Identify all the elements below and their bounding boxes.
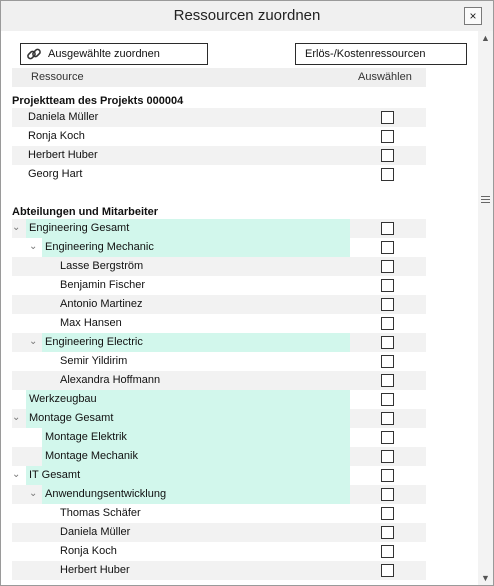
project-member-label: Herbert Huber (28, 149, 98, 161)
revenue-cost-resources-label: Erlös-/Kostenressourcen (305, 48, 426, 60)
scrollbar-grip-icon[interactable] (481, 196, 490, 204)
select-checkbox[interactable] (381, 526, 394, 539)
department-label: Engineering Gesamt (29, 222, 130, 234)
department-label: Engineering Mechanic (45, 241, 154, 253)
dialog-content (1, 31, 478, 585)
departments-section-title: Abteilungen und Mitarbeiter (12, 206, 159, 218)
department-label: Montage Elektrik (45, 431, 127, 443)
employee-row[interactable] (12, 523, 426, 542)
select-checkbox[interactable] (381, 260, 394, 273)
chevron-down-icon[interactable]: ⌄ (12, 222, 21, 233)
project-member-row[interactable] (12, 108, 426, 127)
department-row[interactable] (12, 447, 426, 466)
employee-row[interactable] (12, 561, 426, 580)
column-header-resource: Ressource (31, 71, 84, 83)
employee-label: Alexandra Hoffmann (60, 374, 161, 386)
department-row[interactable] (12, 219, 426, 238)
chevron-down-icon[interactable]: ⌄ (29, 241, 38, 252)
select-checkbox[interactable] (381, 298, 394, 311)
link-icon (26, 46, 42, 62)
close-button[interactable]: × (464, 7, 482, 25)
project-member-label: Georg Hart (28, 168, 83, 180)
department-label: Anwendungsentwicklung (45, 488, 167, 500)
department-row[interactable] (12, 409, 426, 428)
employee-label: Daniela Müller (60, 526, 131, 538)
employee-label: Thomas Schäfer (60, 507, 141, 519)
department-row[interactable] (12, 466, 426, 485)
chevron-down-icon[interactable]: ⌄ (29, 488, 38, 499)
chevron-down-icon[interactable]: ⌄ (12, 469, 21, 480)
title-bar (1, 1, 493, 31)
employee-row[interactable] (12, 542, 426, 561)
select-checkbox[interactable] (381, 130, 394, 143)
employee-row[interactable] (12, 314, 426, 333)
assign-selected-button[interactable] (20, 43, 208, 65)
department-label: Montage Gesamt (29, 412, 114, 424)
employee-label: Antonio Martinez (60, 298, 143, 310)
select-checkbox[interactable] (381, 317, 394, 330)
column-header-select: Auswählen (358, 71, 412, 83)
employee-label: Benjamin Fischer (60, 279, 145, 291)
select-checkbox[interactable] (381, 469, 394, 482)
department-row[interactable] (12, 333, 426, 352)
employee-label: Max Hansen (60, 317, 122, 329)
arrow-up-icon[interactable]: ▲ (481, 33, 490, 43)
employee-label: Ronja Koch (60, 545, 117, 557)
chevron-down-icon[interactable]: ⌄ (29, 336, 38, 347)
project-member-row[interactable] (12, 127, 426, 146)
select-checkbox[interactable] (381, 168, 394, 181)
arrow-down-icon[interactable]: ▼ (481, 573, 490, 583)
select-checkbox[interactable] (381, 355, 394, 368)
employee-row[interactable] (12, 257, 426, 276)
select-checkbox[interactable] (381, 149, 394, 162)
table-header (12, 68, 426, 87)
department-row[interactable] (12, 390, 426, 409)
department-label: Montage Mechanik (45, 450, 138, 462)
select-checkbox[interactable] (381, 545, 394, 558)
department-row[interactable] (12, 485, 426, 504)
select-checkbox[interactable] (381, 564, 394, 577)
select-checkbox[interactable] (381, 393, 394, 406)
project-member-row[interactable] (12, 146, 426, 165)
employee-row[interactable] (12, 276, 426, 295)
department-label: Engineering Electric (45, 336, 143, 348)
vertical-scrollbar[interactable] (478, 31, 493, 585)
department-label: IT Gesamt (29, 469, 81, 481)
select-checkbox[interactable] (381, 241, 394, 254)
revenue-cost-resources-button[interactable] (295, 43, 467, 65)
department-label: Werkzeugbau (29, 393, 97, 405)
assign-selected-label: Ausgewählte zuordnen (48, 48, 160, 60)
project-member-label: Daniela Müller (28, 111, 99, 123)
select-checkbox[interactable] (381, 336, 394, 349)
department-row[interactable] (12, 238, 426, 257)
select-checkbox[interactable] (381, 222, 394, 235)
project-member-label: Ronja Koch (28, 130, 85, 142)
dialog-title: Ressourcen zuordnen (173, 7, 321, 24)
employee-row[interactable] (12, 504, 426, 523)
chevron-down-icon[interactable]: ⌄ (12, 412, 21, 423)
employee-row[interactable] (12, 295, 426, 314)
employee-label: Herbert Huber (60, 564, 130, 576)
employee-row[interactable] (12, 371, 426, 390)
select-checkbox[interactable] (381, 374, 394, 387)
select-checkbox[interactable] (381, 450, 394, 463)
department-row[interactable] (12, 428, 426, 447)
project-team-section-title: Projektteam des Projekts 000004 (12, 95, 184, 107)
select-checkbox[interactable] (381, 279, 394, 292)
select-checkbox[interactable] (381, 412, 394, 425)
employee-label: Semir Yildirim (60, 355, 128, 367)
select-checkbox[interactable] (381, 111, 394, 124)
select-checkbox[interactable] (381, 431, 394, 444)
select-checkbox[interactable] (381, 488, 394, 501)
select-checkbox[interactable] (381, 507, 394, 520)
employee-row[interactable] (12, 352, 426, 371)
project-member-row[interactable] (12, 165, 426, 184)
employee-label: Lasse Bergström (60, 260, 144, 272)
